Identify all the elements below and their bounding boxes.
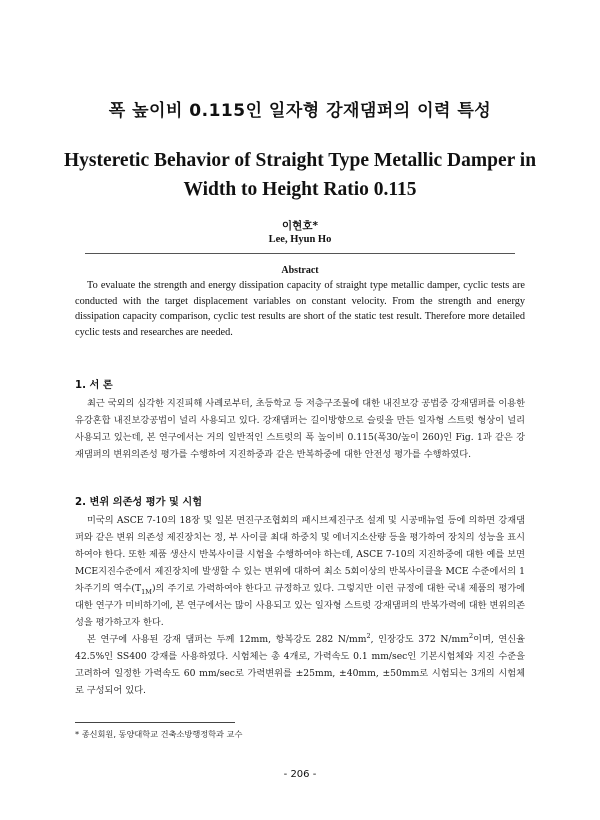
p2-superscript-1: 2 <box>366 631 371 640</box>
section-1-paragraph: 최근 국외의 심각한 지진피해 사례로부터, 초등학교 등 저층구조물에 대한 내진보강 공법중 강재댐퍼를 이용한 유강혼합 내진보강공법이 널리 사용되고 있다. 강재댐퍼는 길이방향으로 슬릿을 만든 일자형 스트럿 형상이 널리 사용되고 있는데, 본 연구에서는 거의 일반적인 스트럿의 폭 높이비 0.115(폭30/높이 260)인 Fig. 1과 같은 강재댐퍼의 변위의존성 평가를 수행하여 지진하중과 같은 반복하중에 대한 안전성 평가를 수행하였다. <box>75 398 525 460</box>
korean-title: 폭 높이비 0.115인 일자형 강재댐퍼의 이력 특성 <box>108 101 492 121</box>
p1-text-a: 미국의 ASCE 7-10의 18장 및 일본 면진구조협회의 패시브제진구조 설계 및 시공매뉴얼 등에 의하면 강재댐퍼와 같은 변위 의존성 제진장치는 정, 부 사이클 최대 하중치 및 에너지소산량 등을 평가하여 장치의 성능을 표시하여야 한다. 또한 제품 생산시 반복사이클 시험을 수행하여야 하는데, ASCE 7-10의 지진하중에 대한 예를 보면 MCE지진수준에서 제진장치에 발생할 수 있는 변위에 대하여 최소 5회이상의 반복사이클을 MCE 수준에서의 1차주기의 역수(T <box>75 515 525 594</box>
section-2-paragraph-1 <box>75 512 525 631</box>
footnote: * 종신회원, 동양대학교 건축소방행정학과 교수 <box>75 729 243 739</box>
section-2-body <box>75 512 525 699</box>
page-number: - 206 - <box>283 769 317 780</box>
section-2-heading: 2. 변위 의존성 평가 및 시험 <box>75 497 203 508</box>
p1-text-b: )의 주기로 가력하여야 한다고 규정하고 있다. 그렇지만 이런 규정에 대한 국내 제품의 평가에 대한 연구가 미비하기에, 본 연구에서는 많이 사용되고 있는 일자형 스트럿 강재댐퍼의 반복가력에 대한 변위의존성을 평가하고자 한다. <box>75 583 525 628</box>
section-2-paragraph-2 <box>75 631 525 699</box>
english-title <box>60 146 540 204</box>
english-title-line-2: Width to Height Ratio 0.115 <box>183 179 417 200</box>
p2-text-a: 본 연구에 사용된 강재 댐퍼는 두께 12mm, 항복강도 282 N/mm <box>87 634 367 645</box>
abstract-text: To evaluate the strength and energy dissipation capacity of straight type metallic damper, cyclic tests are conducted with the target displacement variables on constant velocity. From the strength and energy dissipation capacity comparison, cyclic test results are short of the static test result. Therefore more detailed cyclic tests and researches are needed. <box>75 280 525 338</box>
english-title-line-1: Hysteretic Behavior of Straight Type Metallic Damper in <box>63 150 537 171</box>
footnote-divider <box>75 722 235 723</box>
abstract-heading: Abstract <box>281 265 319 276</box>
section-1-body <box>75 395 525 463</box>
author-english: Lee, Hyun Ho <box>268 234 332 245</box>
p2-text-c: 이며, 연신율 42.5%인 SS400 강재를 사용하였다. 시험체는 총 4개로, 가력속도 0.1 mm/sec인 기본시험체와 지진 수준을 고려하여 일정한 가력속도 60 mm/sec로 가력변위를 ±25mm, ±40mm, ±50mm로 시험되는 3개의 시험체로 구성되어 있다. <box>75 634 526 696</box>
p2-superscript-2: 2 <box>468 631 474 640</box>
author-korean: 이현호* <box>282 220 318 232</box>
p2-text-b: , 인장강도 372 N/mm <box>370 634 469 645</box>
p1-subscript: 1M <box>141 587 152 596</box>
header-divider <box>85 253 515 254</box>
section-1-heading: 1. 서 론 <box>75 380 113 391</box>
